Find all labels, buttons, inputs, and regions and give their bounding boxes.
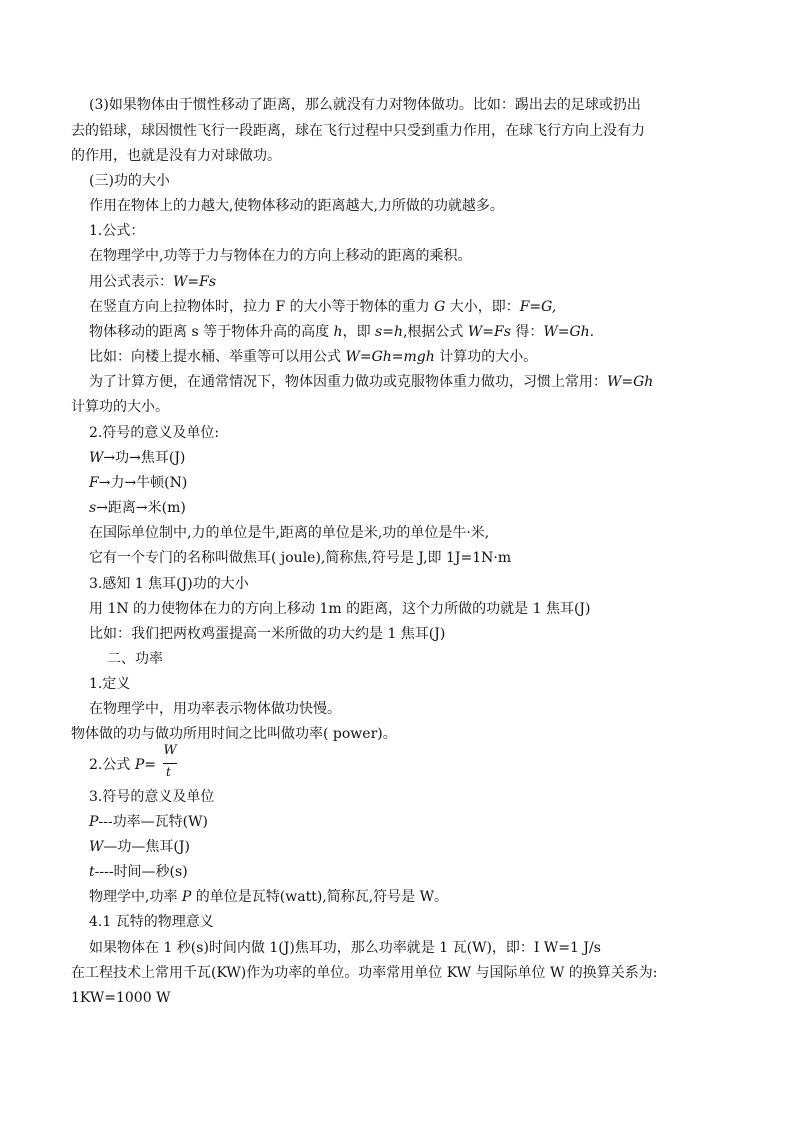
subheading: 3.符号的意义及单位 [89,789,215,805]
paragraph-line: 计算功的大小。 [71,399,169,415]
paragraph-line: 它有一个专门的名称叫做焦耳( joule),简称焦,符号是 J,即 1J=1N·m [89,550,512,566]
subheading: 1.公式： [89,223,145,239]
paragraph-line: 物理学中,功率 P 的单位是瓦特(watt),简称瓦,符号是 W。 [89,889,449,905]
subheading: 3.感知 1 焦耳(J)功的大小 [89,576,249,592]
paragraph-line: 如果物体在 1 秒(s)时间内做 1(J)焦耳功，那么功率就是 1 瓦(W)，即：I W=1 J/s [89,940,601,956]
paragraph-line: 在物理学中,功等于力与物体在力的方向上移动的距离的乘积。 [89,248,472,264]
subheading: 1.定义 [89,676,131,692]
power-formula: 2.公式 P= [89,757,156,773]
symbol-line: F→力→牛顿(N) [89,475,188,491]
symbol-line: t----时间—秒(s) [89,864,188,880]
paragraph-line: 在国际单位制中,力的单位是牛,距离的单位是米,功的单位是牛·米, [89,525,490,541]
paragraph-line: 比如：向楼上提水桶、举重等可以用公式 W=Gh=mgh 计算功的大小。 [89,349,538,365]
paragraph-line: 在物理学中，用功率表示物体做功快慢。 [89,701,341,717]
paragraph-line: 用 1N 的力使物体在力的方向上移动 1m 的距离，这个力所做的功就是 1 焦耳(J) [89,601,591,617]
paragraph-line: 物体做的功与做功所用时间之比叫做功率( power)。 [71,726,397,742]
paragraph-line: 在竖直方向上拉物体时，拉力 F 的大小等于物体的重力 G 大小，即：F=G, [89,299,557,315]
paragraph-line: 物体移动的距离 s 等于物体升高的高度 h，即 s=h,根据公式 W=Fs 得：W=Gh. [89,324,595,340]
formula-line: 用公式表示：W=Fs [89,274,217,290]
fraction-denominator: t [166,765,171,779]
symbol-line: W—功—焦耳(J) [89,839,190,855]
paragraph-line: 去的铅球，球因惯性飞行一段距离，球在飞行过程中只受到重力作用，在球飞行方向上没有力 [71,123,645,139]
symbol-line: s→距离→米(m) [89,500,186,516]
paragraph-line: 比如：我们把两枚鸡蛋提高一米所做的功大约是 1 焦耳(J) [89,626,446,642]
subheading: 4.1 瓦特的物理意义 [89,914,214,930]
fraction-numerator: W [163,743,177,758]
symbol-line: P---功率—瓦特(W) [89,814,208,830]
paragraph-line: 作用在物体上的力越大,使物体移动的距离越大,力所做的功就越多。 [89,198,504,214]
paragraph-line: 在工程技术上常用千瓦(KW)作为功率的单位。功率常用单位 KW 与国际单位 W 的换算关系为: [71,965,658,981]
paragraph-line: (3)如果物体由于惯性移动了距离，那么就没有力对物体做功。比如：踢出去的足球或扔出 [89,97,641,113]
fraction-bar [163,763,177,764]
symbol-line: W→功→焦耳(J) [89,450,186,466]
section-heading: 二、功率 [107,651,163,667]
paragraph-line: 为了计算方便，在通常情况下，物体因重力做功或克服物体重力做功，习惯上常用：W=Gh [89,374,654,390]
section-heading: (三)功的大小 [89,173,170,189]
paragraph-line: 的作用，也就是没有力对球做功。 [71,148,281,164]
subheading: 2.符号的意义及单位: [89,425,220,441]
paragraph-line: 1KW=1000 W [71,990,171,1006]
